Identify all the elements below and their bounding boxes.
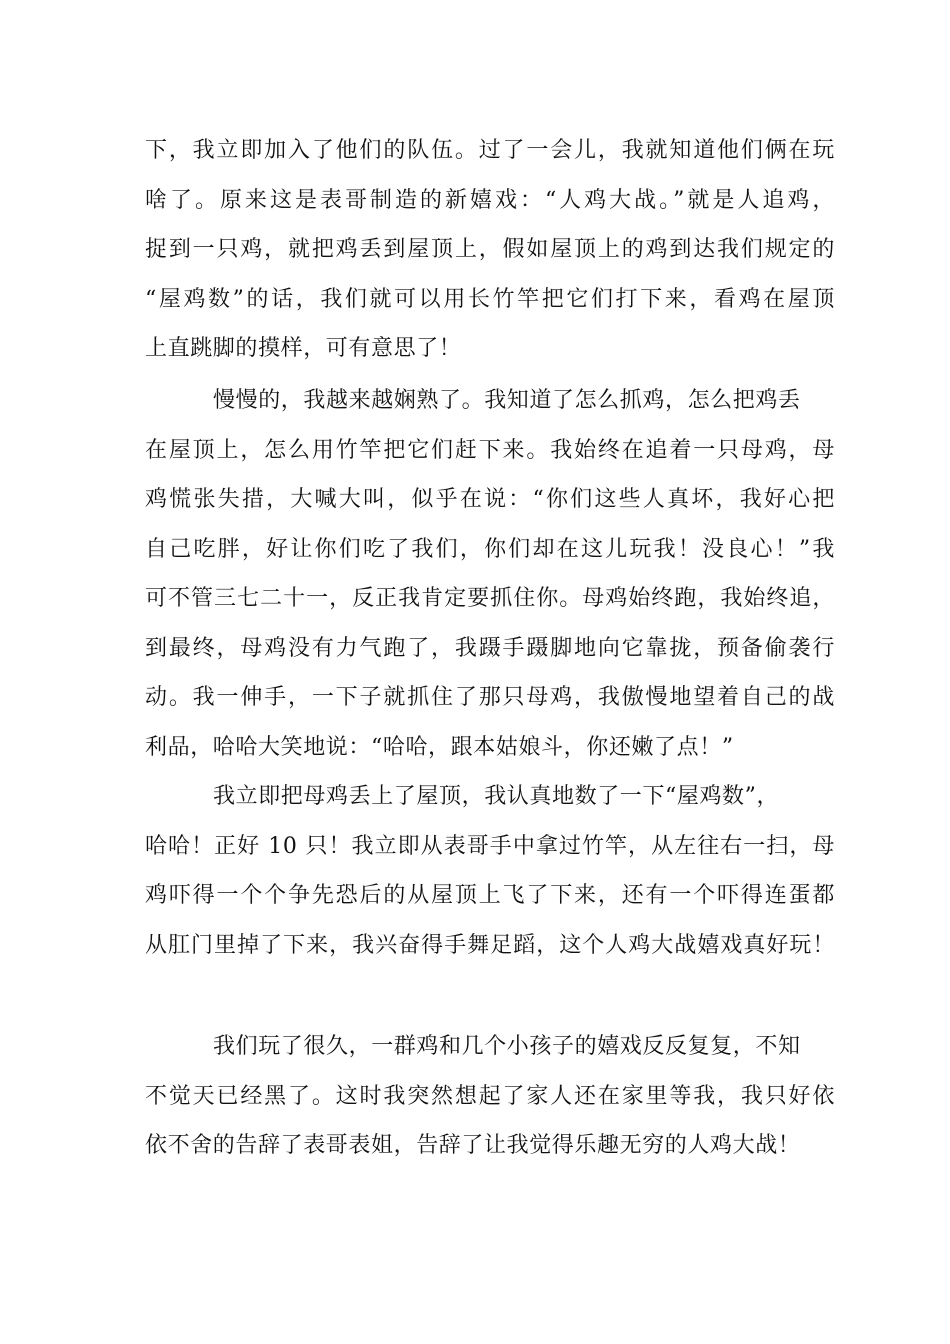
text-line: 上直跳脚的摸样，可有意思了！ bbox=[145, 336, 462, 361]
text-line: 慢慢的，我越来越娴熟了。我知道了怎么抓鸡，怎么把鸡丢 bbox=[213, 388, 801, 413]
text-line: 捉到一只鸡，就把鸡丢到屋顶上，假如屋顶上的鸡到达我们规定的 bbox=[145, 237, 835, 262]
text-line: 到最终，母鸡没有力气跑了，我蹑手蹑脚地向它靠拢，预备偷袭行 bbox=[145, 635, 835, 661]
text-line: 依不舍的告辞了表哥表姐，告辞了让我觉得乐趣无穷的人鸡大战！ bbox=[145, 1133, 801, 1158]
text-line: “屋鸡数”的话，我们就可以用长竹竿把它们打下来，看鸡在屋顶 bbox=[145, 286, 835, 312]
text-line: 从肛门里掉了下来，我兴奋得手舞足蹈，这个人鸡大战嬉戏真好玩！ bbox=[145, 932, 835, 958]
text-line: 利品，哈哈大笑地说：“哈哈，跟本姑娘斗，你还嫩了点！” bbox=[145, 734, 734, 760]
text-line: 在屋顶上，怎么用竹竿把它们赶下来。我始终在追着一只母鸡，母 bbox=[145, 437, 835, 463]
paragraph-3 bbox=[145, 772, 835, 970]
text-line: 可不管三七二十一，反正我肯定要抓住你。母鸡始终跑，我始终追， bbox=[145, 586, 835, 611]
text-line: 动。我一伸手，一下子就抓住了那只母鸡，我傲慢地望着自己的战 bbox=[145, 685, 835, 710]
text-line: 鸡慌张失措，大喊大叫，似乎在说：“你们这些人真坏，我好心把 bbox=[145, 487, 835, 512]
text-line: 不觉天已经黑了。这时我突然想起了家人还在家里等我，我只好依 bbox=[145, 1083, 835, 1109]
paragraph-4 bbox=[145, 1022, 835, 1171]
text-line: 哈哈！正好 10 只！我立即从表哥手中拿过竹竿，从左往右一扫，母 bbox=[145, 833, 835, 859]
text-line: 鸡吓得一个个争先恐后的从屋顶上飞了下来，还有一个吓得连蛋都 bbox=[145, 883, 835, 908]
text-line: 我立即把母鸡丢上了屋顶，我认真地数了一下“屋鸡数”， bbox=[213, 784, 780, 809]
text-line: 啥了。原来这是表哥制造的新嬉戏：“人鸡大战。”就是人追鸡， bbox=[145, 187, 835, 213]
text-line: 自己吃胖，好让你们吃了我们，你们却在这儿玩我！没良心！”我 bbox=[145, 536, 835, 562]
paragraph-1 bbox=[145, 126, 835, 374]
paragraph-2 bbox=[145, 376, 835, 772]
text-line: 下，我立即加入了他们的队伍。过了一会儿，我就知道他们俩在玩 bbox=[145, 138, 835, 163]
text-line: 我们玩了很久，一群鸡和几个小孩子的嬉戏反反复复，不知 bbox=[213, 1034, 801, 1059]
